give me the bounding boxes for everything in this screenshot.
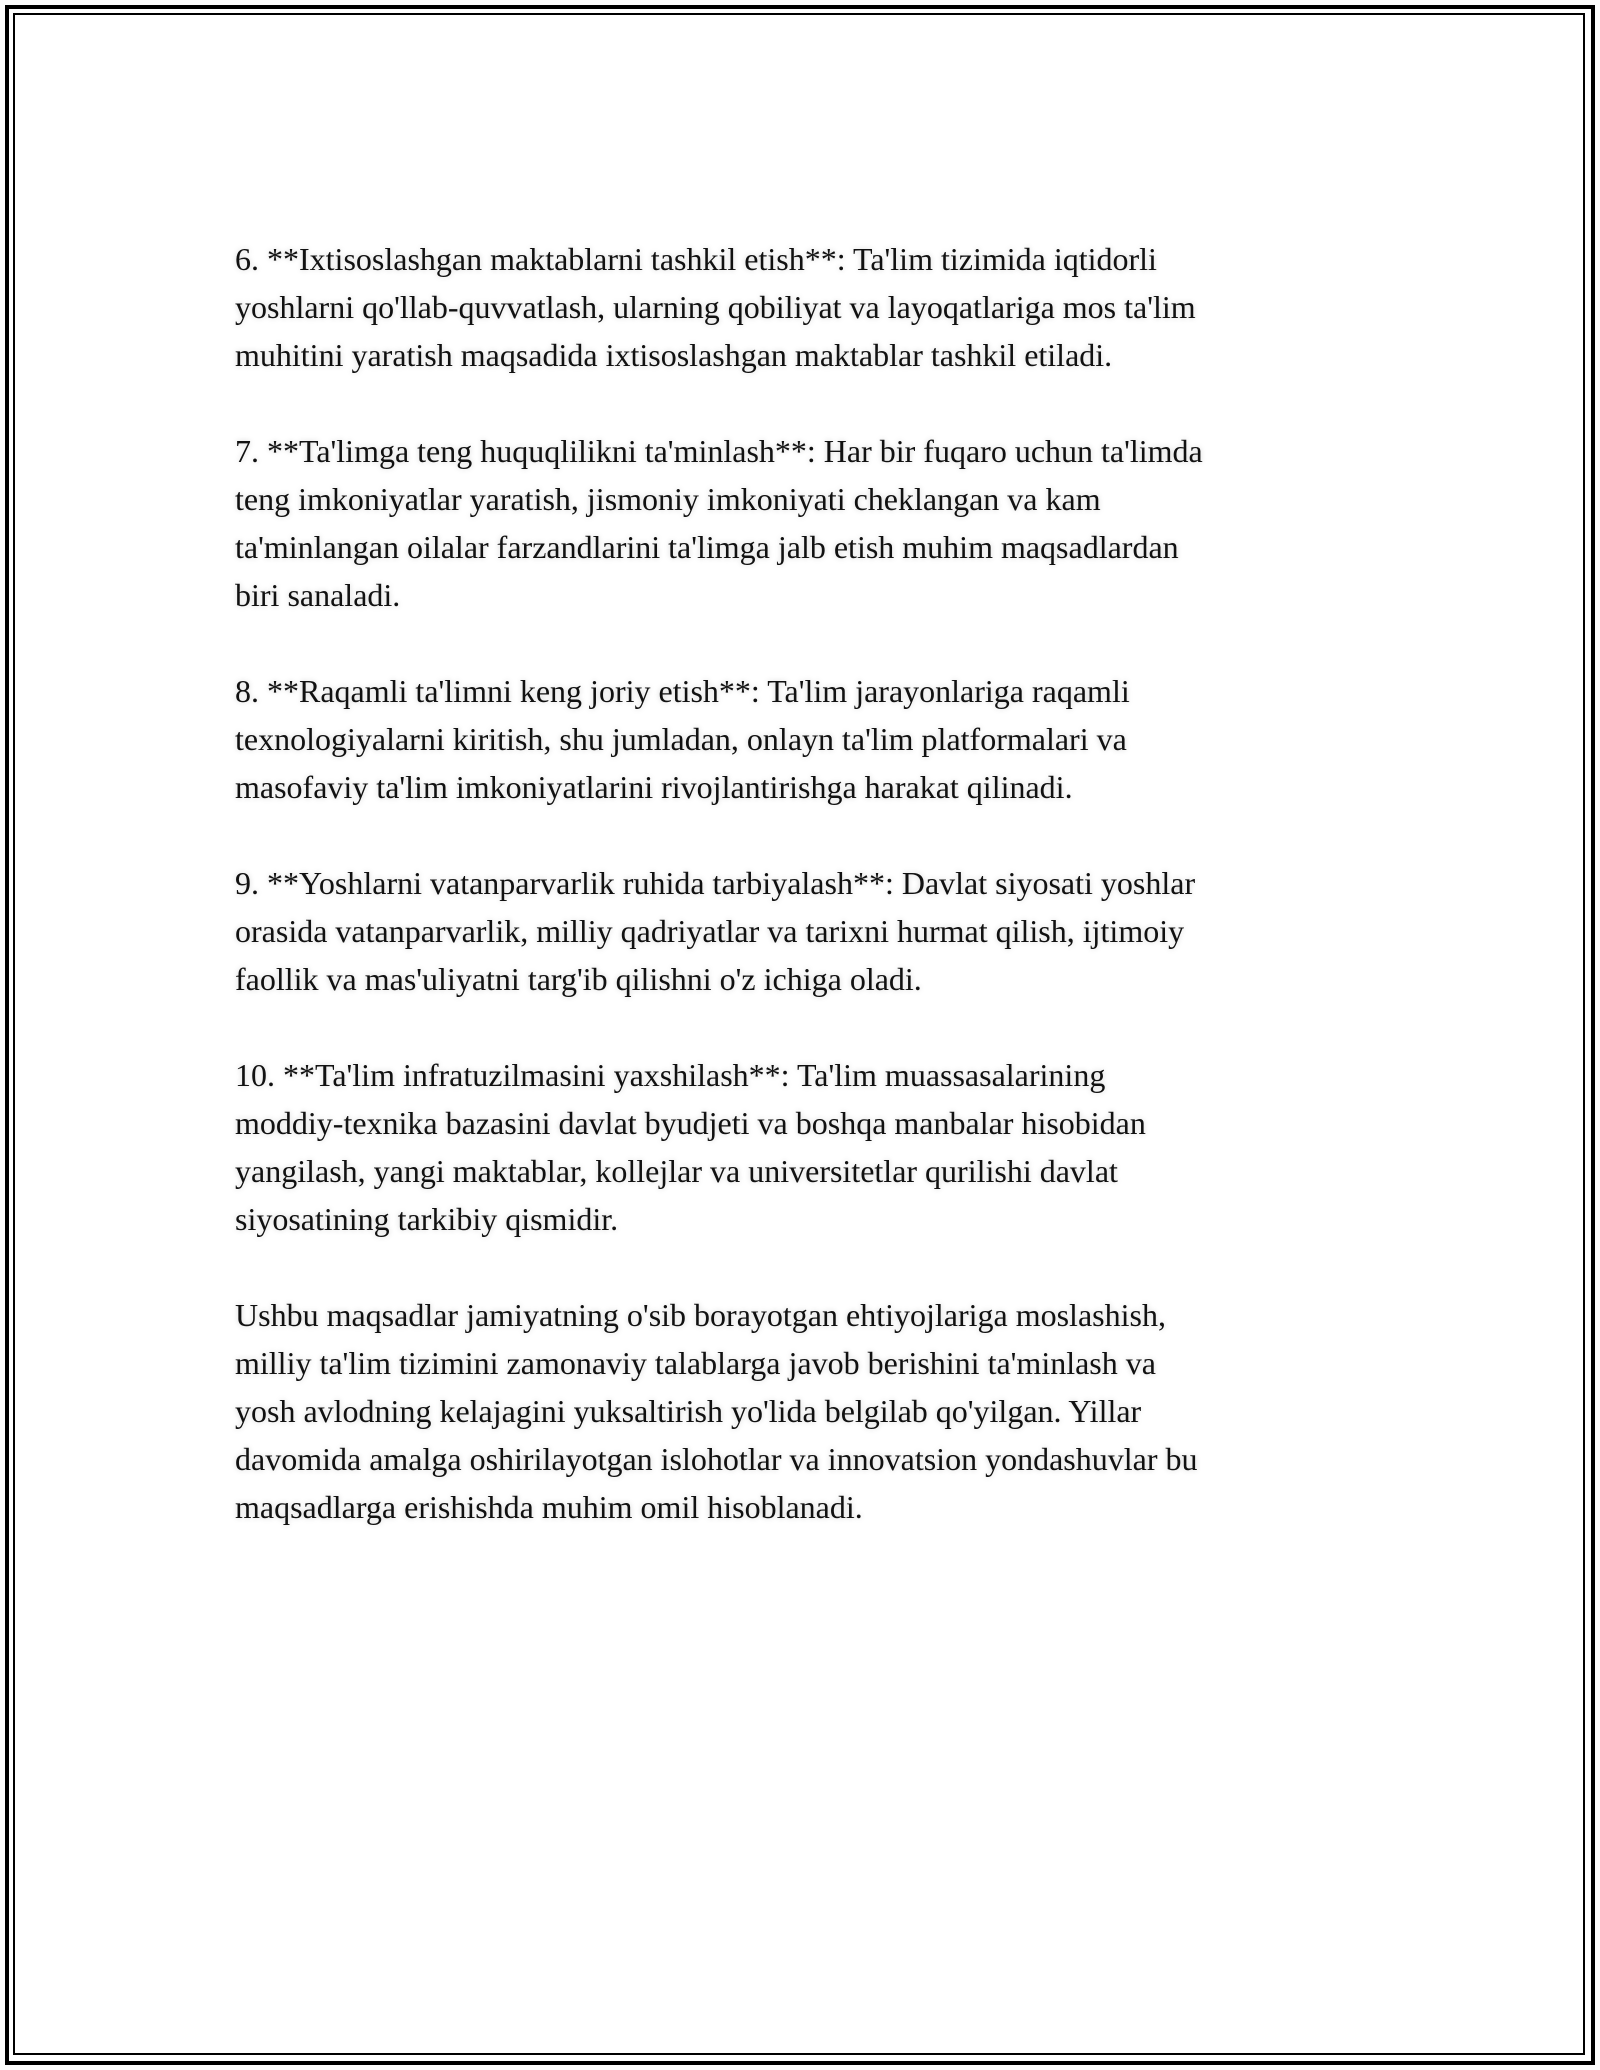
text-line: biri sanaladi. [235,577,401,613]
paragraph-6 [235,235,1365,379]
text-line: davomida amalga oshirilayotgan islohotlar va innovatsion yondashuvlar bu [235,1441,1198,1477]
text-line: Ushbu maqsadlar jamiyatning o'sib borayotgan ehtiyojlariga moslashish, [235,1297,1166,1333]
text-line: yoshlarni qo'llab-quvvatlash, ularning qobiliyat va layoqatlariga mos ta'lim [235,289,1196,325]
text-line: 9. **Yoshlarni vatanparvarlik ruhida tarbiyalash**: Davlat siyosati yoshlar [235,865,1196,901]
text-line: siyosatining tarkibiy qismidir. [235,1201,619,1237]
paragraph-conclusion [235,1291,1365,1531]
text-line: yosh avlodning kelajagini yuksaltirish yo'lida belgilab qo'yilgan. Yillar [235,1393,1142,1429]
text-line: moddiy-texnika bazasini davlat byudjeti va boshqa manbalar hisobidan [235,1105,1146,1141]
text-line: masofaviy ta'lim imkoniyatlarini rivojlantirishga harakat qilinadi. [235,769,1073,805]
text-line: milliy ta'lim tizimini zamonaviy talablarga javob berishini ta'minlash va [235,1345,1156,1381]
paragraph-10 [235,1051,1365,1243]
paragraph-7 [235,427,1365,619]
document-body [235,235,1365,1531]
text-line: 6. **Ixtisoslashgan maktablarni tashkil etish**: Ta'lim tizimida iqtidorli [235,241,1157,277]
text-line: maqsadlarga erishishda muhim omil hisoblanadi. [235,1489,863,1525]
text-line: yangilash, yangi maktablar, kollejlar va universitetlar qurilishi davlat [235,1153,1118,1189]
text-line: 10. **Ta'lim infratuzilmasini yaxshilash**: Ta'lim muassasalarining [235,1057,1106,1093]
paragraph-8 [235,667,1365,811]
text-line: teng imkoniyatlar yaratish, jismoniy imkoniyati cheklangan va kam [235,481,1101,517]
text-line: 8. **Raqamli ta'limni keng joriy etish**: Ta'lim jarayonlariga raqamli [235,673,1130,709]
paragraph-9 [235,859,1365,1003]
text-line: faollik va mas'uliyatni targ'ib qilishni o'z ichiga oladi. [235,961,922,997]
text-line: texnologiyalarni kiritish, shu jumladan, onlayn ta'lim platformalari va [235,721,1127,757]
text-line: orasida vatanparvarlik, milliy qadriyatlar va tarixni hurmat qilish, ijtimoiy [235,913,1185,949]
text-line: 7. **Ta'limga teng huquqlilikni ta'minlash**: Har bir fuqaro uchun ta'limda [235,433,1203,469]
text-line: muhitini yaratish maqsadida ixtisoslashgan maktablar tashkil etiladi. [235,337,1113,373]
text-line: ta'minlangan oilalar farzandlarini ta'limga jalb etish muhim maqsadlardan [235,529,1179,565]
